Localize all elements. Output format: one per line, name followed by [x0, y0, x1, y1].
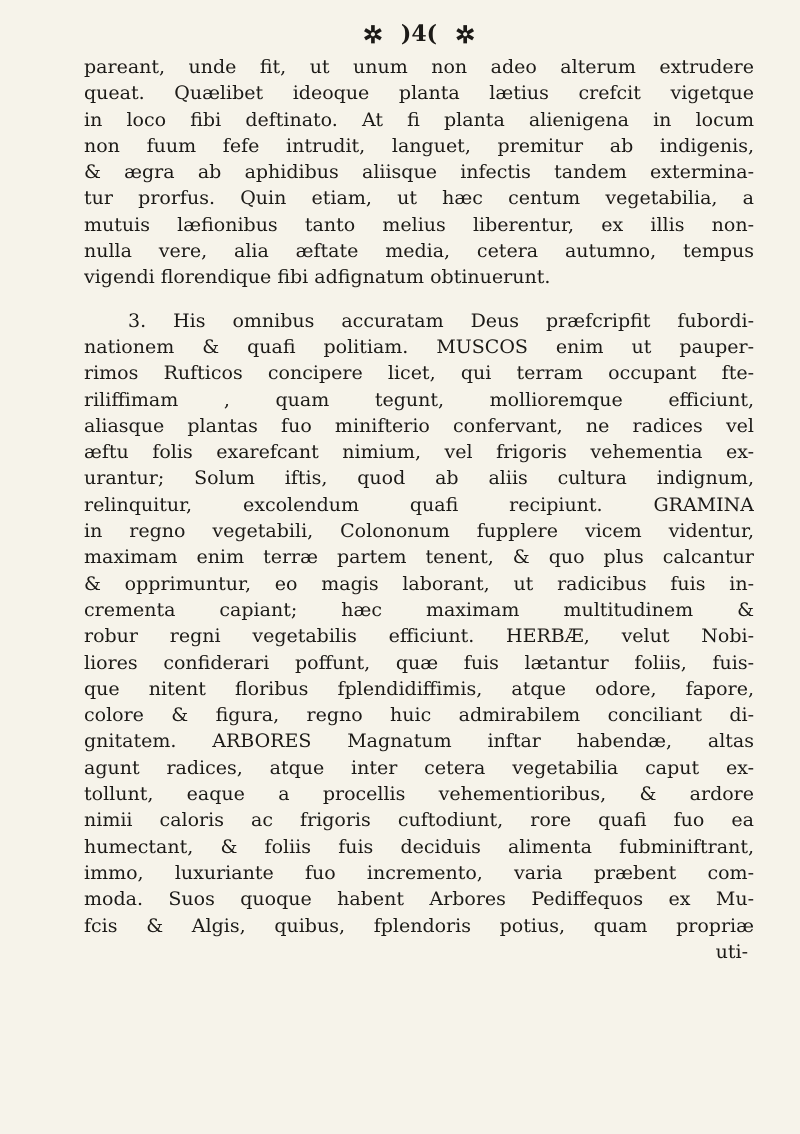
text-line: mutuis læfionibus tanto melius liberentur, ex illis non- [84, 213, 754, 236]
text-line: & ægra ab aphidibus aliisque infectis tandem extermina- [84, 161, 754, 184]
text-line: vigendi florendique fibi adfignatum obtinuerunt. [84, 266, 551, 289]
text-line: æftu folis exarefcant nimium, vel frigoris vehementia ex- [84, 441, 754, 464]
text-line: nimii caloris ac frigoris cuftodiunt, rore quafi fuo ea [84, 809, 754, 832]
text-line: immo, luxuriante fuo incremento, varia præbent com- [84, 861, 754, 884]
text-line: urantur; Solum iftis, quod ab aliis cultura indignum, [84, 467, 754, 490]
text-line: aliasque plantas fuo minifterio confervant, ne radices vel [84, 414, 754, 437]
text-line: 3. His omnibus accuratam Deus præfcripfit fubordi- [128, 309, 754, 332]
text-line: robur regni vegetabilis efficiunt. HERBÆ, velut Nobi- [84, 625, 754, 648]
text-line: humectant, & foliis fuis deciduis alimenta fubminiftrant, [84, 835, 754, 858]
text-line: liores confiderari poffunt, quæ fuis lætantur foliis, fuis- [84, 651, 754, 674]
text-line: que nitent floribus fplendidiffimis, atque odore, fapore, [84, 677, 754, 700]
page-number: )4( [400, 21, 438, 47]
catchword: uti- [715, 940, 748, 963]
ornament-right-icon: ✲ [455, 19, 476, 49]
paragraph-2 [84, 308, 754, 939]
text-line: riliffimam , quam tegunt, mollioremque efficiunt, [84, 388, 754, 411]
text-line: non fuum fefe intrudit, languet, premitur ab indigenis, [84, 134, 754, 157]
paragraph-1 [84, 54, 754, 291]
paragraph-gap [84, 291, 754, 308]
text-line: gnitatem. ARBORES Magnatum inftar habendæ, altas [84, 730, 754, 753]
text-line: rimos Rufticos concipere licet, qui terram occupant fte- [84, 362, 754, 385]
ornament-left-icon: ✲ [362, 19, 383, 49]
text-line: tollunt, eaque a procellis vehementioribus, & ardore [84, 783, 754, 806]
text-line: maximam enim terræ partem tenent, & quo plus calcantur [84, 546, 754, 569]
text-line: queat. Quælibet ideoque planta lætius crefcit vigetque [84, 82, 754, 105]
text-line: crementa capiant; hæc maximam multitudinem & [84, 598, 754, 621]
text-line: moda. Suos quoque habent Arbores Pediffequos ex Mu- [84, 888, 754, 911]
text-line: relinquitur, excolendum quafi recipiunt. GRAMINA [84, 493, 754, 516]
text-line: pareant, unde fit, ut unum non adeo alterum extrudere [84, 56, 754, 78]
text-line: nationem & quafi politiam. MUSCOS enim ut pauper- [84, 335, 754, 358]
book-page [84, 14, 754, 1124]
text-line: colore & figura, regno huic admirabilem conciliant di- [84, 704, 754, 727]
text-line: & opprimuntur, eo magis laborant, ut radicibus fuis in- [84, 572, 754, 595]
text-line: in regno vegetabili, Colononum fupplere vicem videntur, [84, 520, 754, 543]
text-line: nulla vere, alia æftate media, cetera autumno, tempus [84, 240, 754, 263]
text-line: agunt radices, atque inter cetera vegetabilia caput ex- [84, 756, 754, 779]
text-line: fcis & Algis, quibus, fplendoris potius, quam propriæ [84, 914, 754, 937]
text-line: tur prorfus. Quin etiam, ut hæc centum vegetabilia, a [84, 187, 754, 210]
text-line: in loco fibi deftinato. At fi planta alienigena in locum [84, 108, 754, 131]
page-header [84, 14, 754, 54]
